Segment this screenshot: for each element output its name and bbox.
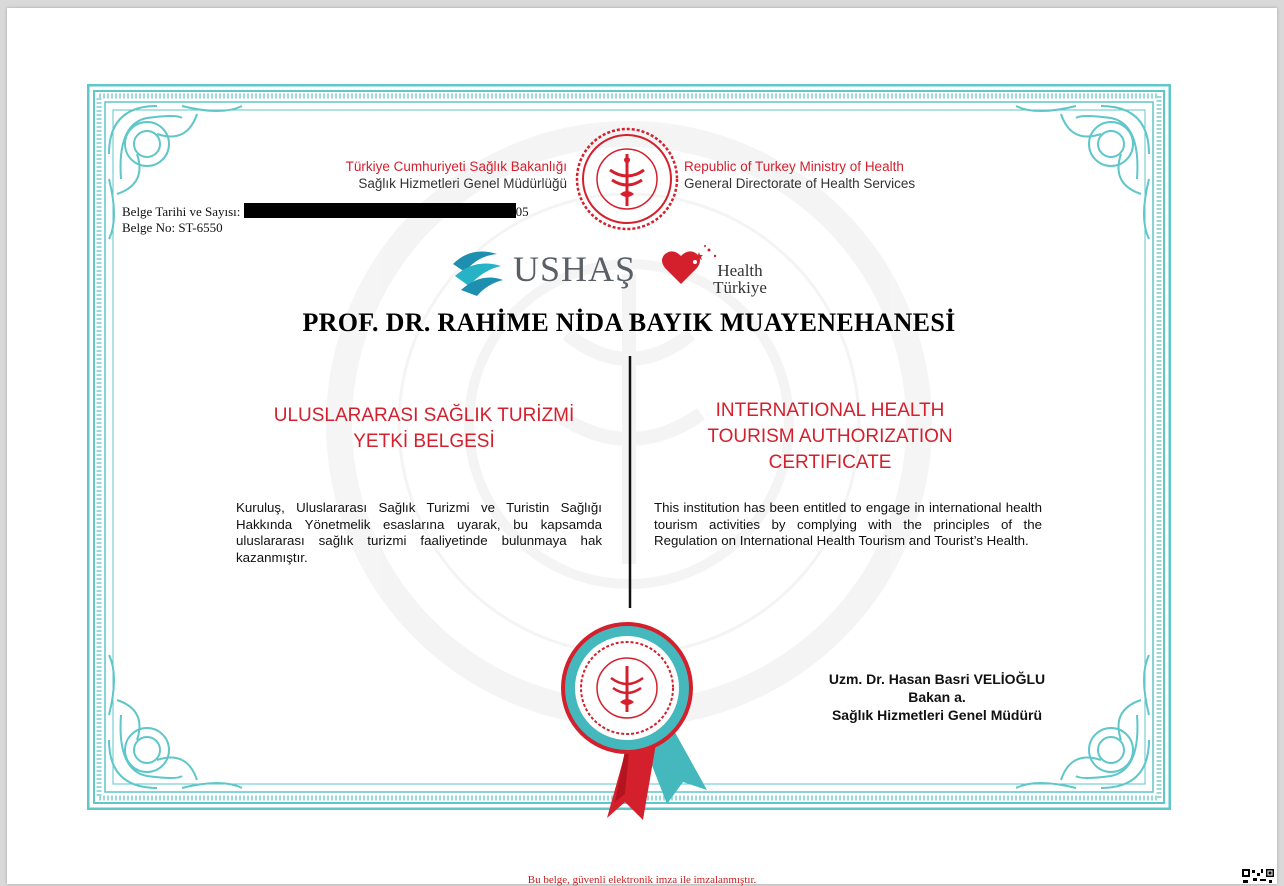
health-logo-word: Health bbox=[717, 261, 763, 280]
ministry-en-line1: Republic of Turkey Ministry of Health bbox=[684, 159, 904, 174]
ushas-logo-icon bbox=[447, 242, 505, 298]
document-page bbox=[7, 8, 1277, 884]
heading-en-line1: INTERNATIONAL HEALTH bbox=[715, 400, 945, 421]
document-date-number bbox=[122, 203, 529, 220]
heading-en-line2: TOURISM AUTHORIZATION bbox=[707, 426, 953, 447]
heading-en bbox=[657, 398, 1003, 476]
signatory-position: Sağlık Hizmetleri Genel Müdürü bbox=[831, 707, 1043, 723]
qr-code-icon bbox=[1241, 868, 1275, 884]
redacted-block bbox=[244, 203, 516, 218]
ministry-name-tr bbox=[337, 158, 567, 192]
body-en: This institution has been entitled to engage in international health tourism activities by complying with the principles of the Regulation on International Health Tourism and Tourist’s Health. bbox=[654, 500, 1042, 548]
ministry-name-en bbox=[684, 158, 944, 192]
date-number-suffix: 05 bbox=[515, 204, 529, 219]
rosette-seal-icon bbox=[555, 622, 725, 824]
certificate bbox=[87, 84, 1171, 810]
ministry-tr-line2: Sağlık Hizmetleri Genel Müdürlüğü bbox=[358, 176, 567, 191]
ministry-seal-icon bbox=[574, 126, 680, 232]
health-turkiye-logo bbox=[709, 262, 771, 296]
date-number-label: Belge Tarihi ve Sayısı: bbox=[122, 204, 241, 219]
e-signature-note: Bu belge, güvenli elektronik imza ile imzalanmıştır. bbox=[527, 874, 757, 886]
heading-tr-line2: YETKİ BELGESİ bbox=[353, 431, 495, 452]
signature-block bbox=[791, 670, 1083, 724]
body-tr: Kuruluş, Uluslararası Sağlık Turizmi ve Turistin Sağlığı Hakkında Yönetmelik esaslarına uyarak, bu kapsamda uluslararası sağlık turizmi faaliyetinde bulunmaya hak kazanmıştır. bbox=[236, 500, 602, 565]
heading-tr-line1: ULUSLARARASI SAĞLIK TURİZMİ bbox=[273, 405, 575, 426]
document-meta bbox=[122, 203, 529, 236]
ministry-en-line2: General Directorate of Health Services bbox=[684, 176, 916, 191]
institution-name: PROF. DR. RAHİME NİDA BAYIK MUAYENEHANESİ bbox=[302, 308, 956, 337]
signatory-name: Uzm. Dr. Hasan Basri VELİOĞLU bbox=[828, 671, 1046, 687]
heading-tr bbox=[237, 403, 611, 455]
ministry-tr-line1: Türkiye Cumhuriyeti Sağlık Bakanlığı bbox=[345, 159, 567, 174]
turkiye-logo-word: Türkiye bbox=[713, 278, 767, 297]
heading-en-line3: CERTIFICATE bbox=[768, 452, 892, 473]
ushas-logo-text: USHAŞ bbox=[513, 249, 637, 289]
document-number: Belge No: ST-6550 bbox=[122, 220, 223, 235]
signatory-title: Bakan a. bbox=[908, 689, 966, 705]
